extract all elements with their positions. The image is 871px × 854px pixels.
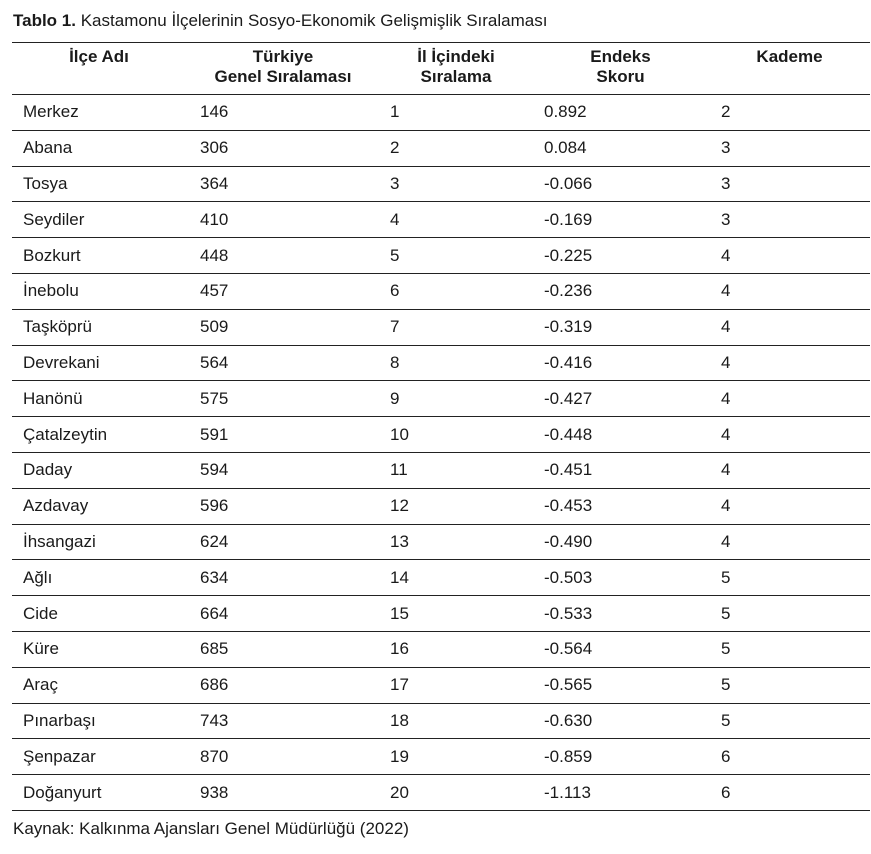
cell-genel-sira: 146 xyxy=(200,102,229,122)
header-ilce-adi xyxy=(12,43,186,95)
cell-ilce-adi: Taşköprü xyxy=(23,317,92,337)
cell-ilce-adi: Azdavay xyxy=(23,496,89,516)
cell-genel-sira: 509 xyxy=(200,317,229,337)
cell-ilce-adi: Tosya xyxy=(23,173,68,193)
cell-kademe: 5 xyxy=(721,567,731,587)
table-row xyxy=(12,452,870,488)
cell-kademe: 4 xyxy=(721,317,731,337)
ranking-table xyxy=(12,42,870,811)
table-row xyxy=(12,417,870,453)
cell-endeks-skoru: 0.084 xyxy=(544,138,587,158)
cell-genel-sira: 870 xyxy=(200,746,229,766)
cell-endeks-skoru: -0.453 xyxy=(544,496,593,516)
cell-genel-sira: 410 xyxy=(200,209,229,229)
header-turkiye-genel-siralamasi xyxy=(186,43,380,95)
cell-kademe: 5 xyxy=(721,710,731,730)
cell-kademe: 5 xyxy=(721,603,731,623)
cell-endeks-skoru: -0.236 xyxy=(544,281,593,301)
cell-kademe: 6 xyxy=(721,746,731,766)
table-row xyxy=(12,309,870,345)
cell-endeks-skoru: -0.427 xyxy=(544,388,593,408)
cell-kademe: 5 xyxy=(721,639,731,659)
cell-genel-sira: 364 xyxy=(200,173,229,193)
cell-endeks-skoru: -0.448 xyxy=(544,424,593,444)
cell-genel-sira: 624 xyxy=(200,531,229,551)
table-row xyxy=(12,345,870,381)
table-row xyxy=(12,238,870,274)
table-row xyxy=(12,202,870,238)
table-row xyxy=(12,95,870,131)
cell-il-sira: 12 xyxy=(390,496,409,516)
header-row xyxy=(12,43,870,95)
cell-ilce-adi: İhsangazi xyxy=(23,531,96,551)
cell-ilce-adi: Araç xyxy=(23,675,58,695)
table-row xyxy=(12,703,870,739)
header-kademe xyxy=(709,43,870,95)
header-line: Endeks xyxy=(590,47,651,66)
table-row xyxy=(12,488,870,524)
cell-endeks-skoru: -0.565 xyxy=(544,675,593,695)
cell-ilce-adi: Merkez xyxy=(23,102,79,122)
cell-il-sira: 5 xyxy=(390,245,400,265)
cell-kademe: 3 xyxy=(721,138,731,158)
cell-il-sira: 19 xyxy=(390,746,409,766)
cell-ilce-adi: Hanönü xyxy=(23,388,83,408)
header-line: Sıralama xyxy=(420,67,492,86)
cell-kademe: 4 xyxy=(721,424,731,444)
header-line: Kademe xyxy=(756,47,823,66)
cell-il-sira: 8 xyxy=(390,352,400,372)
cell-il-sira: 1 xyxy=(390,102,400,122)
table-header xyxy=(12,43,870,95)
cell-genel-sira: 564 xyxy=(200,352,229,372)
cell-endeks-skoru: -0.225 xyxy=(544,245,593,265)
cell-genel-sira: 685 xyxy=(200,639,229,659)
table-row xyxy=(12,631,870,667)
cell-endeks-skoru: -0.503 xyxy=(544,567,593,587)
cell-ilce-adi: Abana xyxy=(23,138,73,158)
table-row xyxy=(12,130,870,166)
cell-endeks-skoru: -0.533 xyxy=(544,603,593,623)
cell-ilce-adi: Pınarbaşı xyxy=(23,710,96,730)
table-row xyxy=(12,524,870,560)
cell-endeks-skoru: -0.451 xyxy=(544,460,593,480)
cell-ilce-adi: Bozkurt xyxy=(23,245,81,265)
cell-endeks-skoru: -0.630 xyxy=(544,710,593,730)
cell-il-sira: 2 xyxy=(390,138,400,158)
table-row xyxy=(12,560,870,596)
cell-kademe: 4 xyxy=(721,281,731,301)
cell-il-sira: 13 xyxy=(390,531,409,551)
cell-il-sira: 15 xyxy=(390,603,409,623)
table-row xyxy=(12,739,870,775)
cell-kademe: 4 xyxy=(721,245,731,265)
cell-ilce-adi: Seydiler xyxy=(23,209,85,229)
cell-endeks-skoru: -0.416 xyxy=(544,352,593,372)
caption-text: Kastamonu İlçelerinin Sosyo-Ekonomik Gelişmişlik Sıralaması xyxy=(80,11,548,30)
cell-il-sira: 14 xyxy=(390,567,409,587)
cell-il-sira: 4 xyxy=(390,209,400,229)
cell-genel-sira: 686 xyxy=(200,675,229,695)
cell-genel-sira: 634 xyxy=(200,567,229,587)
source-note: Kaynak: Kalkınma Ajansları Genel Müdürlüğü (2022) xyxy=(13,819,409,838)
cell-il-sira: 3 xyxy=(390,173,400,193)
cell-endeks-skoru: -0.490 xyxy=(544,531,593,551)
cell-kademe: 6 xyxy=(721,782,731,802)
cell-ilce-adi: Doğanyurt xyxy=(23,782,102,802)
cell-endeks-skoru: -1.113 xyxy=(544,782,591,802)
cell-ilce-adi: Çatalzeytin xyxy=(23,424,108,444)
cell-genel-sira: 591 xyxy=(200,424,229,444)
cell-il-sira: 7 xyxy=(390,317,400,337)
cell-il-sira: 20 xyxy=(390,782,409,802)
cell-il-sira: 9 xyxy=(390,388,400,408)
cell-il-sira: 16 xyxy=(390,639,409,659)
cell-endeks-skoru: -0.564 xyxy=(544,639,593,659)
cell-genel-sira: 457 xyxy=(200,281,229,301)
header-line: İlçe Adı xyxy=(69,47,129,66)
header-endeks-skoru xyxy=(532,43,709,95)
cell-ilce-adi: Ağlı xyxy=(23,567,53,587)
cell-endeks-skoru: -0.169 xyxy=(544,209,593,229)
cell-genel-sira: 596 xyxy=(200,496,229,516)
cell-kademe: 5 xyxy=(721,675,731,695)
table-row xyxy=(12,596,870,632)
table-row xyxy=(12,667,870,703)
caption-label: Tablo 1. xyxy=(13,11,76,30)
cell-genel-sira: 575 xyxy=(200,388,229,408)
cell-il-sira: 6 xyxy=(390,281,400,301)
cell-kademe: 4 xyxy=(721,496,731,516)
cell-il-sira: 10 xyxy=(390,424,409,444)
cell-ilce-adi: Cide xyxy=(23,603,58,623)
cell-ilce-adi: İnebolu xyxy=(23,281,79,301)
cell-endeks-skoru: -0.319 xyxy=(544,317,593,337)
cell-kademe: 4 xyxy=(721,460,731,480)
cell-ilce-adi: Küre xyxy=(23,639,59,659)
cell-kademe: 2 xyxy=(721,102,731,122)
table-row xyxy=(12,166,870,202)
cell-genel-sira: 306 xyxy=(200,138,229,158)
cell-genel-sira: 594 xyxy=(200,460,229,480)
cell-kademe: 3 xyxy=(721,173,731,193)
table-caption xyxy=(13,10,547,32)
cell-genel-sira: 743 xyxy=(200,710,229,730)
cell-kademe: 4 xyxy=(721,352,731,372)
cell-ilce-adi: Şenpazar xyxy=(23,746,96,766)
header-line: Skoru xyxy=(596,67,645,86)
cell-il-sira: 17 xyxy=(390,675,409,695)
table-row xyxy=(12,381,870,417)
cell-kademe: 4 xyxy=(721,531,731,551)
cell-genel-sira: 664 xyxy=(200,603,229,623)
cell-kademe: 3 xyxy=(721,209,731,229)
cell-kademe: 4 xyxy=(721,388,731,408)
cell-ilce-adi: Daday xyxy=(23,460,73,480)
header-line: İl İçindeki xyxy=(417,47,495,66)
table-row xyxy=(12,273,870,309)
cell-endeks-skoru: 0.892 xyxy=(544,102,587,122)
table-body xyxy=(12,95,870,811)
header-line: Genel Sıralaması xyxy=(214,67,352,86)
cell-il-sira: 18 xyxy=(390,710,409,730)
header-line: Türkiye xyxy=(252,47,314,66)
cell-genel-sira: 448 xyxy=(200,245,229,265)
cell-endeks-skoru: -0.066 xyxy=(544,173,593,193)
cell-ilce-adi: Devrekani xyxy=(23,352,100,372)
table-row xyxy=(12,775,870,811)
header-il-icindeki-siralama xyxy=(380,43,532,95)
cell-il-sira: 11 xyxy=(390,460,408,480)
cell-genel-sira: 938 xyxy=(200,782,229,802)
cell-endeks-skoru: -0.859 xyxy=(544,746,593,766)
